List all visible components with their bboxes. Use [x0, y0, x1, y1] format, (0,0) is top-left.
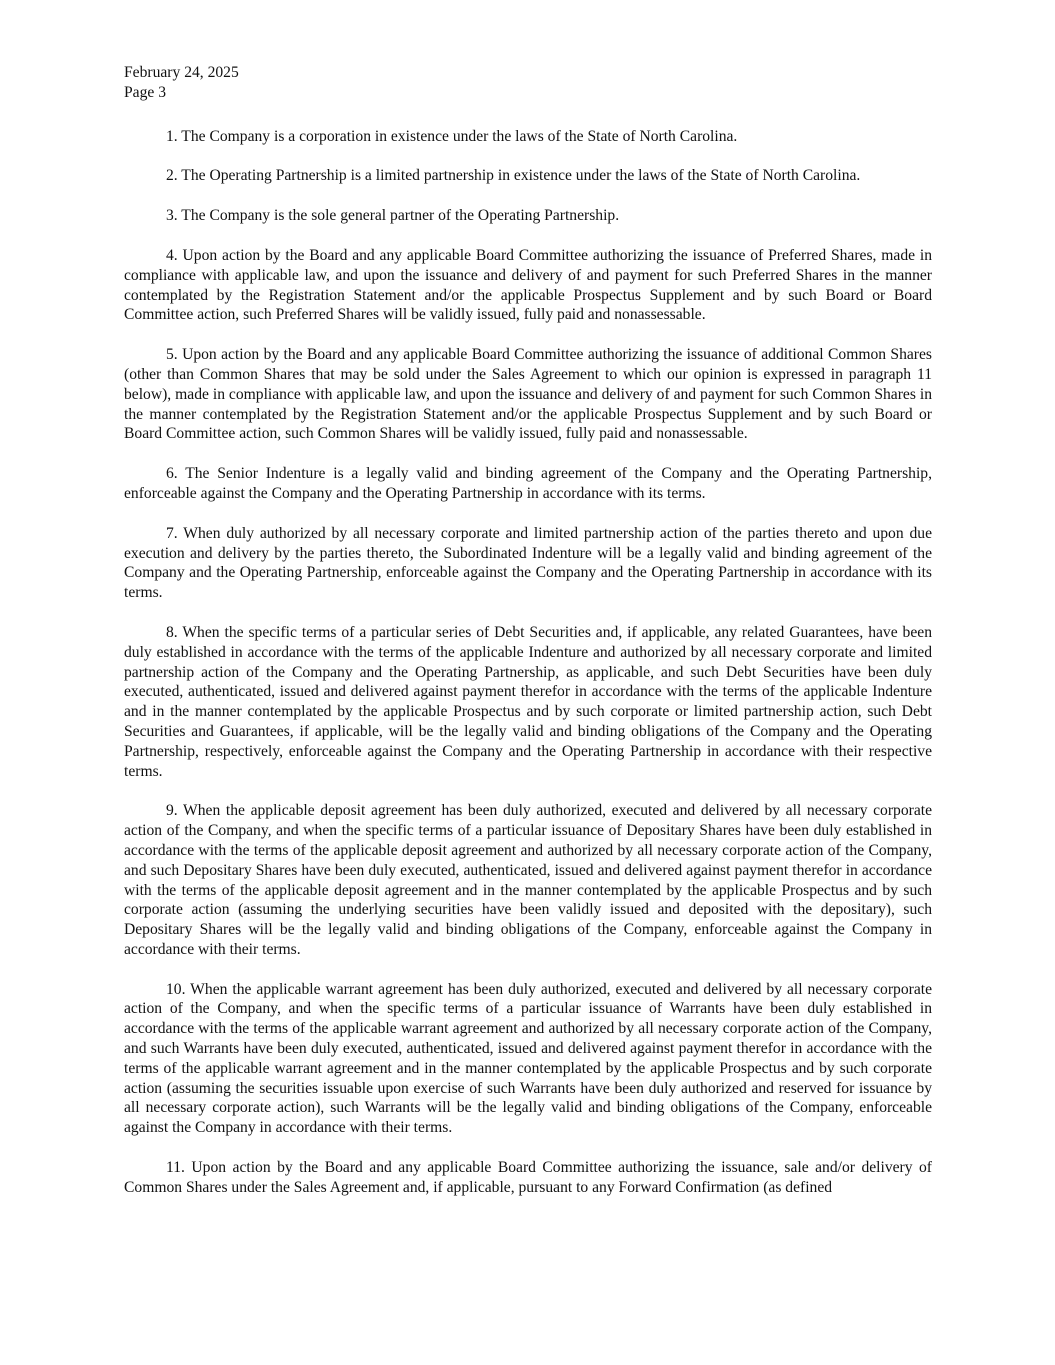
opinion-paragraph-4: 4. Upon action by the Board and any applicable Board Committee authorizing the issuance of Preferred Shares, made in compliance with applicable law, and upon the issuance and delivery of and payment for such Preferred Shares in the manner contemplated by the Registration Statement and/or the applicable Prospectus Supplement and by such Board or Board Committee action, such Preferred Shares will be validly issued, fully paid and nonassessable. — [124, 246, 932, 324]
opinion-paragraph-11: 11. Upon action by the Board and any applicable Board Committee authorizing the issuance, sale and/or delivery of Common Shares under the Sales Agreement and, if applicable, pursuant to any Forward Confirmation (as defined — [124, 1159, 932, 1196]
opinion-paragraph-6: 6. The Senior Indenture is a legally valid and binding agreement of the Company and the Operating Partnership, enforceable against the Company and the Operating Partnership in accordance with its terms. — [124, 465, 932, 502]
opinion-paragraph-2: 2. The Operating Partnership is a limited partnership in existence under the laws of the State of North Carolina. — [166, 167, 861, 185]
opinion-paragraph-3: 3. The Company is the sole general partner of the Operating Partnership. — [166, 207, 620, 225]
opinion-paragraph-9: 9. When the applicable deposit agreement has been duly authorized, executed and delivered by all necessary corporate action of the Company, and when the specific terms of a particular issuance of Depositary Shares have been duly established in accordance with the terms of the applicable deposit agreement and authorized by all necessary corporate action of the Company, and such Depositary Shares have been duly executed, authenticated, issued and delivered against payment therefor in accordance with the terms of the applicable deposit agreement and in the manner contemplated by the applicable Prospectus and by such corporate action (assuming the underlying securities have been validly issued and deposited with the depositary), such Depositary Shares will be the legally valid and binding obligations of the Company, enforceable against the Company in accordance with their terms. — [124, 802, 932, 958]
letter-header — [124, 63, 932, 103]
opinion-paragraph-5: 5. Upon action by the Board and any applicable Board Committee authorizing the issuance of additional Common Shares (other than Common Shares that may be sold under the Sales Agreement to which our opinion is expressed in paragraph 11 below), made in compliance with applicable law, and upon the issuance and delivery of and payment for such Common Shares in the manner contemplated by the Registration Statement and/or the applicable Prospectus Supplement and by such Board or Board Committee action, such Common Shares will be validly issued, fully paid and nonassessable. — [124, 346, 932, 443]
document-page — [124, 63, 932, 1198]
header-page-number: Page 3 — [124, 83, 167, 101]
header-date: February 24, 2025 — [124, 64, 239, 81]
opinion-paragraph-10: 10. When the applicable warrant agreement has been duly authorized, executed and delivered by all necessary corporate action of the Company, and when the specific terms of a particular issuance of Warrants have been duly established in accordance with the terms of the applicable warrant agreement and authorized by all necessary corporate action of the Company, and such Warrants have been duly executed, authenticated, issued and delivered against payment therefor in accordance with the terms of the applicable warrant agreement and in the manner contemplated by the applicable Prospectus and by such corporate action (assuming the securities issuable upon exercise of such Warrants have been duly authorized and reserved for issuance by all necessary corporate action), such Warrants will be the legally valid and binding obligations of the Company, enforceable against the Company in accordance with their terms. — [124, 980, 932, 1137]
opinion-paragraph-8: 8. When the specific terms of a particular series of Debt Securities and, if applicable, any related Guarantees, have been duly established in accordance with the terms of the applicable Indenture and authorized by all necessary corporate and limited partnership action of the Company and the Operating Partnership, as applicable, and such Debt Securities have been duly executed, authenticated, issued and delivered against payment therefor in accordance with the terms of the applicable Indenture and in the manner contemplated by the applicable Prospectus and by such corporate or limited partnership action, such Debt Securities and Guarantees, if applicable, will be the legally valid and binding obligations of the Company and the Operating Partnership, respectively, enforceable against the Company and the Operating Partnership in accordance with their respective terms. — [124, 623, 932, 780]
opinion-paragraph-1: 1. The Company is a corporation in existence under the laws of the State of North Carolina. — [166, 127, 738, 145]
opinion-paragraph-7: 7. When duly authorized by all necessary corporate and limited partnership action of the parties thereto and upon due execution and delivery by the parties thereto, the Subordinated Indenture will be a legally valid and binding agreement of the Company and the Operating Partnership, enforceable against the Company and the Operating Partnership in accordance with its terms. — [124, 524, 932, 602]
